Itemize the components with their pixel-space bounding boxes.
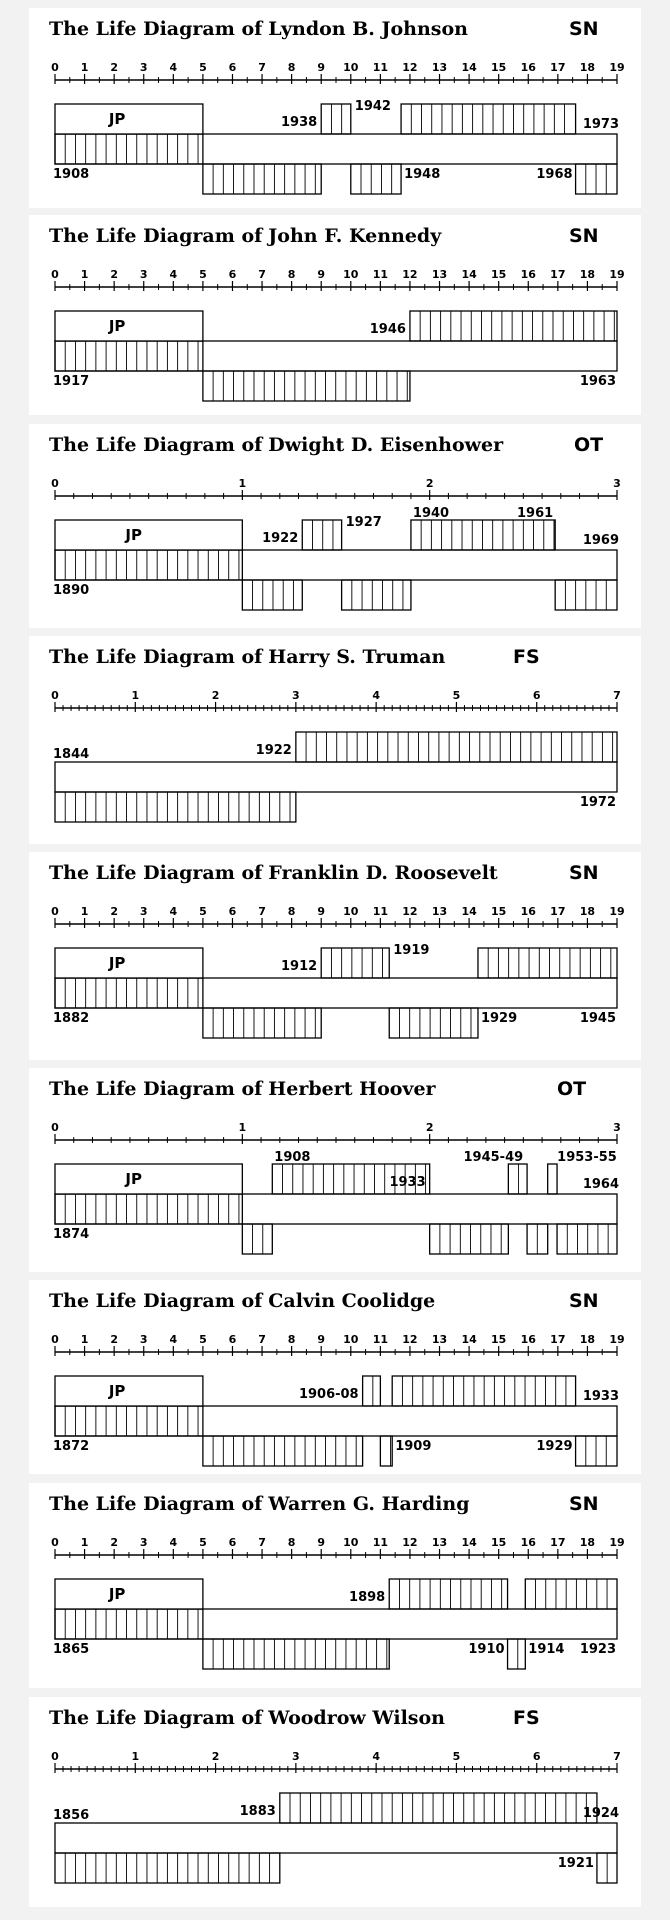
year-label: 1865 (53, 1642, 90, 1657)
life-period-block (410, 311, 617, 341)
life-period-block (525, 1579, 617, 1609)
year-label: 1914 (528, 1642, 565, 1657)
ruler-label: 8 (287, 1333, 296, 1346)
life-period-block (555, 580, 617, 610)
life-period-block (597, 1853, 617, 1883)
year-label: 1929 (480, 1011, 518, 1026)
ruler-label: 5 (199, 268, 207, 281)
ruler-label: 5 (199, 905, 207, 918)
ruler-label: 4 (169, 1536, 178, 1549)
life-diagram (29, 852, 641, 1060)
year-label: 1933 (389, 1175, 426, 1190)
life-diagram (29, 1068, 641, 1272)
ruler-label: 18 (579, 1333, 596, 1346)
year-label: 1972 (579, 795, 616, 810)
ruler-label: 7 (258, 61, 266, 74)
ruler-label: 12 (402, 1536, 418, 1549)
year-label: 1922 (255, 743, 292, 758)
ruler-label: 8 (287, 61, 296, 74)
ruler-label: 0 (51, 1536, 59, 1549)
ruler-label: 2 (110, 268, 118, 281)
diagram-person-name: Herbert Hoover (268, 1078, 436, 1100)
life-period-block (430, 1224, 509, 1254)
diagram-title-prefix: The Life Diagram of (49, 1290, 263, 1312)
life-period-block (321, 948, 389, 978)
ruler-label: 11 (372, 1333, 389, 1346)
ruler-label: 2 (110, 1333, 118, 1346)
life-diagram-panel (29, 424, 641, 628)
ruler-label: 19 (609, 1333, 625, 1346)
life-diagram (29, 1280, 641, 1474)
life-period-block (203, 164, 321, 194)
year-label: 1874 (53, 1227, 90, 1242)
ruler-label: 0 (51, 689, 59, 702)
year-label: 1964 (582, 1177, 619, 1192)
life-period-block (296, 732, 617, 762)
diagram-person-name: Warren G. Harding (268, 1493, 470, 1515)
life-period-block (55, 1609, 203, 1639)
ruler-label: 18 (579, 905, 596, 918)
ruler-label: 2 (110, 1536, 118, 1549)
year-label: 1924 (582, 1806, 619, 1821)
ruler-label: 12 (402, 905, 418, 918)
life-period-block (527, 1224, 548, 1254)
ruler-label: 1 (238, 1121, 247, 1134)
ruler-label: 10 (343, 905, 359, 918)
ruler-label: 4 (169, 268, 178, 281)
ruler-label: 13 (431, 268, 448, 281)
life-period-block (508, 1164, 527, 1194)
ruler-label: 0 (51, 1750, 59, 1763)
life-period-block (411, 520, 555, 550)
life-period-block (55, 341, 203, 371)
life-period-block (55, 1194, 242, 1224)
ruler-label: 13 (431, 1536, 448, 1549)
jp-box-label: JP (125, 526, 142, 544)
ruler-label: 5 (199, 1536, 207, 1549)
year-label: 1968 (536, 167, 573, 182)
diagram-code: SN (569, 18, 599, 40)
life-period-block (363, 1376, 381, 1406)
diagram-title-prefix: The Life Diagram of (49, 1707, 263, 1729)
life-period-block (203, 1436, 363, 1466)
jp-box-label: JP (108, 954, 126, 972)
life-period-block (392, 1376, 575, 1406)
life-period-block (55, 550, 242, 580)
ruler-label: 0 (51, 477, 59, 490)
diagram-code: SN (569, 1493, 599, 1515)
ruler-label: 2 (211, 689, 220, 702)
life-period-block (401, 104, 576, 134)
ruler-label: 18 (579, 61, 596, 74)
ruler-label: 14 (461, 1333, 477, 1346)
year-label: 1963 (579, 374, 616, 389)
ruler-label: 0 (51, 268, 59, 281)
jp-box (55, 1376, 203, 1406)
ruler-label: 6 (532, 689, 541, 702)
life-diagram-panel (29, 852, 641, 1060)
ruler-label: 15 (491, 1333, 507, 1346)
life-diagram-panel (29, 8, 641, 208)
life-diagram-panel (29, 1483, 641, 1688)
ruler-label: 17 (550, 61, 566, 74)
ruler-label: 14 (461, 268, 477, 281)
year-label: 1882 (53, 1011, 90, 1026)
jp-box-label: JP (108, 1585, 126, 1603)
year-label: 1909 (395, 1439, 432, 1454)
year-label: 1844 (53, 747, 90, 762)
ruler-label: 1 (131, 1750, 140, 1763)
life-period-block (548, 1164, 557, 1194)
life-period-block (576, 1436, 617, 1466)
life-diagram (29, 424, 641, 628)
ruler-label: 15 (491, 905, 507, 918)
ruler-label: 9 (317, 905, 326, 918)
ruler-label: 15 (491, 61, 507, 74)
diagram-title-prefix: The Life Diagram of (49, 225, 263, 247)
diagram-person-name: Harry S. Truman (268, 646, 446, 668)
ruler-label: 14 (461, 905, 477, 918)
life-diagram (29, 1697, 641, 1907)
ruler-label: 5 (199, 1333, 207, 1346)
ruler-label: 7 (258, 268, 266, 281)
life-period-block (389, 1008, 478, 1038)
ruler-label: 16 (520, 1333, 536, 1346)
ruler-label: 14 (461, 1536, 477, 1549)
year-label: 1973 (582, 117, 619, 132)
ruler-label: 13 (431, 905, 448, 918)
ruler-label: 16 (520, 1536, 536, 1549)
life-diagram (29, 215, 641, 415)
diagram-code: SN (569, 862, 599, 884)
ruler-label: 2 (110, 61, 118, 74)
year-label: 1908 (53, 167, 90, 182)
ruler-label: 11 (372, 61, 389, 74)
ruler-label: 3 (613, 1121, 621, 1134)
jp-box (55, 948, 203, 978)
life-diagram-panel (29, 1697, 641, 1907)
year-label: 1940 (412, 506, 450, 521)
jp-box (55, 520, 242, 550)
ruler-label: 6 (228, 61, 237, 74)
year-label: 1961 (516, 506, 554, 521)
diagram-code: FS (513, 646, 540, 668)
jp-box (55, 1579, 203, 1609)
year-label: 1938 (281, 115, 318, 130)
diagram-person-name: Calvin Coolidge (268, 1290, 436, 1312)
diagram-title-prefix: The Life Diagram of (49, 646, 263, 668)
year-label: 1922 (262, 531, 299, 546)
year-label: 1856 (53, 1808, 90, 1823)
ruler-label: 0 (51, 61, 59, 74)
year-label: 1929 (536, 1439, 573, 1454)
ruler-label: 1 (80, 1536, 89, 1549)
ruler-label: 0 (51, 1333, 59, 1346)
jp-box-label: JP (108, 317, 126, 335)
ruler-label: 15 (491, 268, 507, 281)
ruler-label: 1 (80, 268, 89, 281)
ruler-label: 16 (520, 905, 536, 918)
ruler-label: 11 (372, 268, 389, 281)
ruler-label: 12 (402, 268, 418, 281)
life-period-block (389, 1579, 507, 1609)
ruler-label: 4 (372, 1750, 380, 1763)
ruler-label: 16 (520, 61, 536, 74)
year-label: 1933 (582, 1389, 619, 1404)
diagram-person-name: Franklin D. Roosevelt (268, 862, 498, 884)
ruler-label: 19 (609, 61, 625, 74)
life-diagram (29, 8, 641, 208)
life-period-block (280, 1793, 597, 1823)
jp-box (55, 104, 203, 134)
life-period-block (55, 1406, 203, 1436)
life-diagram (29, 1483, 641, 1688)
ruler-label: 4 (169, 1333, 178, 1346)
jp-box-label: JP (108, 110, 126, 128)
year-label: 1910 (468, 1642, 505, 1657)
ruler-label: 3 (139, 1333, 148, 1346)
ruler-label: 9 (317, 1536, 326, 1549)
life-period-block (55, 792, 296, 822)
ruler-label: 4 (169, 905, 178, 918)
ruler-label: 9 (317, 61, 326, 74)
ruler-label: 13 (431, 61, 448, 74)
ruler-label: 0 (51, 905, 59, 918)
ruler-label: 0 (51, 1121, 59, 1134)
ruler-label: 11 (372, 1536, 389, 1549)
year-label: 1945-49 (463, 1150, 524, 1165)
jp-box-label: JP (125, 1170, 142, 1188)
life-period-block (557, 1224, 617, 1254)
ruler-label: 5 (452, 689, 461, 702)
diagram-code: SN (569, 1290, 599, 1312)
year-label: 1890 (53, 583, 90, 598)
jp-box-label: JP (108, 1382, 126, 1400)
ruler-label: 11 (372, 905, 389, 918)
ruler-label: 15 (491, 1536, 507, 1549)
life-period-block (576, 164, 617, 194)
year-label: 1919 (393, 943, 430, 958)
year-label: 1912 (281, 959, 318, 974)
ruler-label: 7 (613, 689, 621, 702)
year-label: 1945 (579, 1011, 616, 1026)
life-period-block (55, 1853, 280, 1883)
ruler-label: 10 (343, 1333, 359, 1346)
ruler-label: 4 (169, 61, 178, 74)
year-label: 1948 (404, 167, 441, 182)
life-period-block (55, 978, 203, 1008)
life-period-block (380, 1436, 392, 1466)
ruler-label: 17 (550, 268, 566, 281)
year-label: 1906-08 (298, 1387, 359, 1402)
ruler-label: 18 (579, 1536, 596, 1549)
ruler-label: 2 (425, 477, 434, 490)
ruler-label: 1 (80, 61, 89, 74)
ruler-label: 3 (613, 477, 621, 490)
ruler-label: 19 (609, 268, 625, 281)
ruler-label: 6 (228, 1536, 237, 1549)
life-period-block (351, 164, 401, 194)
ruler-label: 1 (131, 689, 140, 702)
diagram-code: OT (574, 434, 604, 456)
year-label: 1923 (579, 1642, 616, 1657)
jp-box (55, 311, 203, 341)
diagram-title-prefix: The Life Diagram of (49, 434, 263, 456)
life-diagram-panel (29, 215, 641, 415)
ruler-label: 7 (613, 1750, 621, 1763)
ruler-label: 5 (452, 1750, 461, 1763)
ruler-label: 1 (80, 1333, 89, 1346)
ruler-label: 10 (343, 1536, 359, 1549)
ruler-label: 7 (258, 905, 266, 918)
ruler-label: 13 (431, 1333, 448, 1346)
life-diagram (29, 636, 641, 844)
ruler-label: 3 (139, 905, 148, 918)
diagram-code: OT (557, 1078, 587, 1100)
diagram-title-prefix: The Life Diagram of (49, 1493, 263, 1515)
year-label: 1953-55 (557, 1150, 617, 1165)
ruler-label: 17 (550, 905, 566, 918)
life-period-block (342, 580, 411, 610)
diagram-title-prefix: The Life Diagram of (49, 862, 263, 884)
ruler-label: 19 (609, 1536, 625, 1549)
ruler-label: 3 (292, 689, 300, 702)
ruler-label: 8 (287, 1536, 296, 1549)
center-band (55, 762, 617, 792)
life-period-block (242, 1224, 272, 1254)
ruler-label: 1 (238, 477, 247, 490)
diagram-person-name: Lyndon B. Johnson (268, 18, 468, 40)
ruler-label: 6 (228, 268, 237, 281)
life-diagram-panel (29, 1280, 641, 1474)
year-label: 1942 (354, 99, 391, 114)
year-label: 1927 (345, 515, 382, 530)
center-band (55, 1823, 617, 1853)
diagram-code: SN (569, 225, 599, 247)
ruler-label: 6 (228, 905, 237, 918)
ruler-label: 4 (372, 689, 380, 702)
life-period-block (203, 1639, 389, 1669)
year-label: 1917 (53, 374, 90, 389)
ruler-label: 10 (343, 268, 359, 281)
life-diagram-panel (29, 636, 641, 844)
year-label: 1969 (582, 533, 619, 548)
ruler-label: 3 (139, 268, 148, 281)
ruler-label: 1 (80, 905, 89, 918)
year-label: 1872 (53, 1439, 90, 1454)
ruler-label: 19 (609, 905, 625, 918)
ruler-label: 3 (139, 1536, 148, 1549)
year-label: 1898 (349, 1590, 386, 1605)
ruler-label: 12 (402, 61, 418, 74)
ruler-label: 7 (258, 1536, 266, 1549)
ruler-label: 3 (139, 61, 148, 74)
life-period-block (203, 371, 410, 401)
ruler-label: 7 (258, 1333, 266, 1346)
ruler-label: 14 (461, 61, 477, 74)
ruler-label: 2 (110, 905, 118, 918)
ruler-label: 17 (550, 1333, 566, 1346)
ruler-label: 8 (287, 905, 296, 918)
diagram-person-name: John F. Kennedy (268, 225, 442, 247)
ruler-label: 6 (532, 1750, 541, 1763)
jp-box (55, 1164, 242, 1194)
life-diagram-panel (29, 1068, 641, 1272)
year-label: 1908 (274, 1150, 311, 1165)
ruler-label: 12 (402, 1333, 418, 1346)
life-period-block (55, 134, 203, 164)
ruler-label: 9 (317, 268, 326, 281)
life-period-block (321, 104, 351, 134)
ruler-label: 5 (199, 61, 207, 74)
diagram-title-prefix: The Life Diagram of (49, 18, 263, 40)
year-label: 1921 (557, 1856, 594, 1871)
year-label: 1946 (369, 322, 406, 337)
ruler-label: 18 (579, 268, 596, 281)
life-period-block (478, 948, 617, 978)
ruler-label: 17 (550, 1536, 566, 1549)
ruler-label: 8 (287, 268, 296, 281)
diagram-person-name: Woodrow Wilson (268, 1707, 445, 1729)
life-period-block (242, 580, 302, 610)
life-period-block (508, 1639, 526, 1669)
life-period-block (203, 1008, 321, 1038)
diagram-code: FS (513, 1707, 540, 1729)
ruler-label: 10 (343, 61, 359, 74)
ruler-label: 3 (292, 1750, 300, 1763)
ruler-label: 6 (228, 1333, 237, 1346)
diagram-title-prefix: The Life Diagram of (49, 1078, 263, 1100)
year-label: 1883 (239, 1804, 276, 1819)
ruler-label: 16 (520, 268, 536, 281)
life-period-block (302, 520, 341, 550)
ruler-label: 2 (211, 1750, 220, 1763)
diagram-person-name: Dwight D. Eisenhower (268, 434, 504, 456)
ruler-label: 2 (425, 1121, 434, 1134)
ruler-label: 9 (317, 1333, 326, 1346)
